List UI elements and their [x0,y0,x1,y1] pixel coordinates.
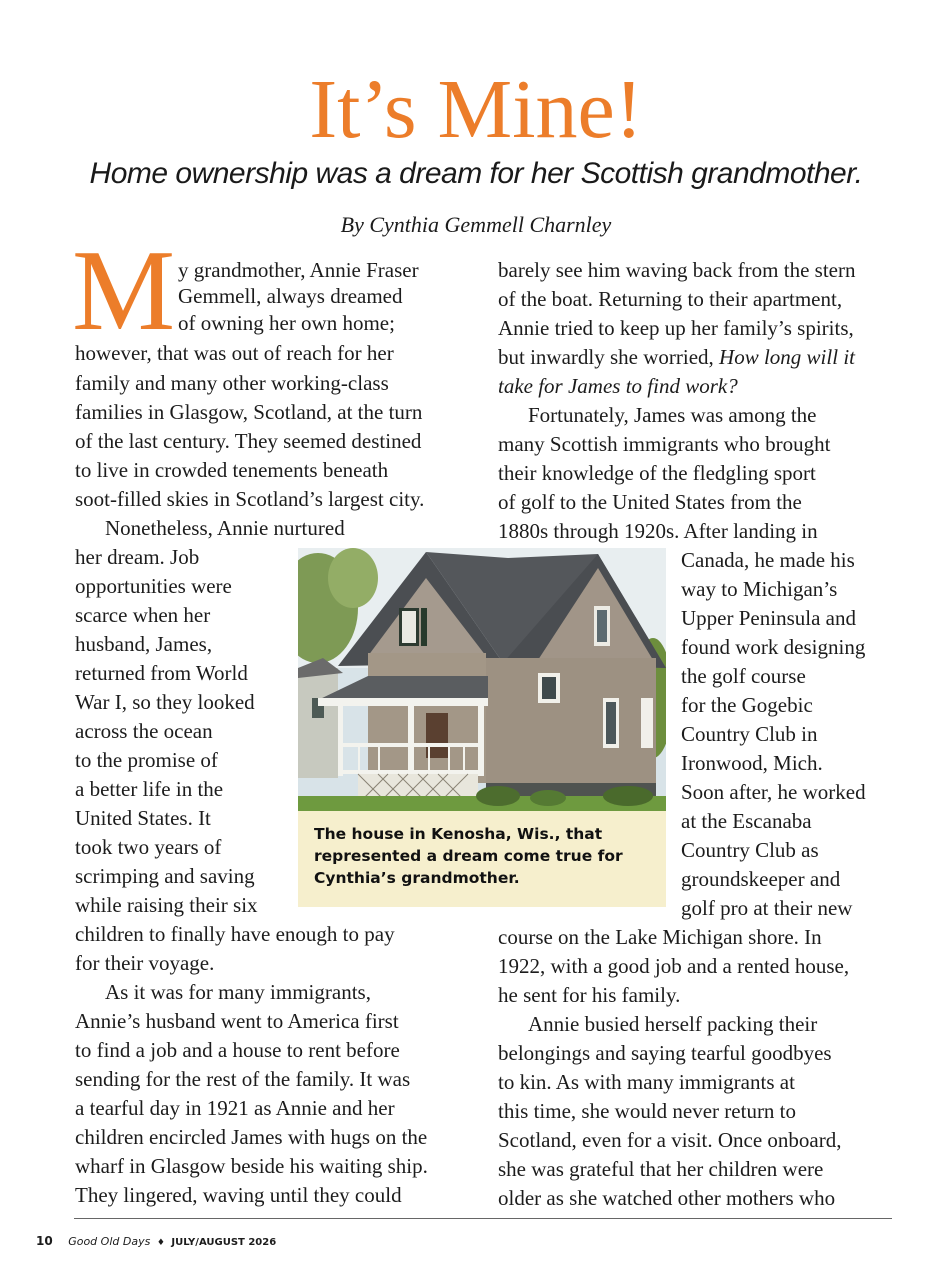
col1-line: family and many other working-class [75,371,389,395]
col1-line: husband, James, [75,632,213,656]
col1-line: soot-filled skies in Scotland’s largest city. [75,487,425,511]
col1-line: scrimping and saving [75,864,255,888]
col1-line: They lingered, waving until they could [75,1183,402,1207]
col2-line: take for James to find work? [498,374,738,398]
col1-line: wharf in Glasgow beside his waiting ship. [75,1154,428,1178]
house-photo [298,548,666,811]
col1-line: to live in crowded tenements beneath [75,458,389,482]
col2-line: belongings and saying tearful goodbyes [498,1041,832,1065]
col1-line: to find a job and a house to rent before [75,1038,400,1062]
col2-line: many Scottish immigrants who brought [498,432,831,456]
col2-italic: How long will it [719,345,855,369]
page-number: 10 [36,1234,53,1248]
col2-line: their knowledge of the fledgling sport [498,461,816,485]
col2-line: to kin. As with many immigrants at [498,1070,795,1094]
col2-line: she was grateful that her children were [498,1157,824,1181]
magazine-name: Good Old Days [68,1235,151,1248]
page-footer [36,1234,276,1250]
col2-line: at the Escanaba [681,809,812,833]
col1-line: scarce when her [75,603,211,627]
col1-line: returned from World [75,661,248,685]
col2-line: older as she watched other mothers who [498,1186,836,1210]
col1-line: to the promise of [75,748,218,772]
col1-line: took two years of [75,835,222,859]
col2-line: found work designing [681,635,866,659]
photo-caption: The house in Kenosha, Wis., that represented a dream come true for Cynthia’s grandmother. [298,811,666,907]
col1-line: however, that was out of reach for her [75,341,394,365]
footer-rule [74,1218,892,1219]
col1-line: her dream. Job [75,545,200,569]
col2-line: Annie busied herself packing their [528,1012,818,1036]
article-subtitle: Home ownership was a dream for her Scottish grandmother. [89,157,863,190]
col1-line: As it was for many immigrants, [105,980,371,1004]
col1-line: War I, so they looked [75,690,255,714]
col2-line: Country Club as [681,838,819,862]
col2-line: groundskeeper and [681,867,841,891]
col1-line: United States. It [75,806,211,830]
col1-line: while raising their six [75,893,258,917]
col1-line: children encircled James with hugs on the [75,1125,428,1149]
col2-line: golf pro at their new [681,896,853,920]
drop-cap: M [72,227,176,355]
col2-line: Soon after, he worked [681,780,866,804]
col2-line: Upper Peninsula and [681,606,856,630]
col2-line: he sent for his family. [498,983,681,1007]
col2-line: barely see him waving back from the stern [498,258,856,282]
col1-line: of the last century. They seemed destined [75,429,422,453]
article-title: It’s Mine! [309,63,643,156]
col2-line: Canada, he made his [681,548,855,572]
col1-line: a tearful day in 1921 as Annie and her [75,1096,395,1120]
col1-line: Nonetheless, Annie nurtured [105,516,345,540]
col2-line: course on the Lake Michigan shore. In [498,925,822,949]
col2-line: for the Gogebic [681,693,813,717]
col2-line: Fortunately, James was among the [528,403,817,427]
col1-line: of owning her own home; [178,311,395,335]
col2-line: 1880s through 1920s. After landing in [498,519,818,543]
diamond-separator: ♦ [156,1238,165,1248]
col2-line: Country Club in [681,722,818,746]
col2-line: of the boat. Returning to their apartment, [498,287,843,311]
col2-line: Annie tried to keep up her family’s spirits, [498,316,854,340]
col2-line: Scotland, even for a visit. Once onboard, [498,1128,842,1152]
col2-line: but inwardly she worried, How long will it [498,345,855,369]
issue-date: JULY/AUGUST 2026 [171,1237,277,1248]
col2-line: the golf course [681,664,806,688]
col2-line: 1922, with a good job and a rented house, [498,954,850,978]
col2-line: this time, she would never return to [498,1099,797,1123]
col1-line: children to finally have enough to pay [75,922,395,946]
col1-line: y grandmother, Annie Fraser [178,258,419,282]
col2-line: way to Michigan’s [681,577,838,601]
col1-line: a better life in the [75,777,224,801]
byline: By Cynthia Gemmell Charnley [340,212,612,237]
col2-line: Ironwood, Mich. [681,751,823,775]
col2-line: of golf to the United States from the [498,490,802,514]
col1-line: Gemmell, always dreamed [178,284,403,308]
col1-line: sending for the rest of the family. It was [75,1067,411,1091]
col1-line: for their voyage. [75,951,215,975]
col1-line: Annie’s husband went to America first [75,1009,399,1033]
col1-line: across the ocean [75,719,213,743]
col1-line: families in Glasgow, Scotland, at the turn [75,400,423,424]
col1-line: opportunities were [75,574,232,598]
